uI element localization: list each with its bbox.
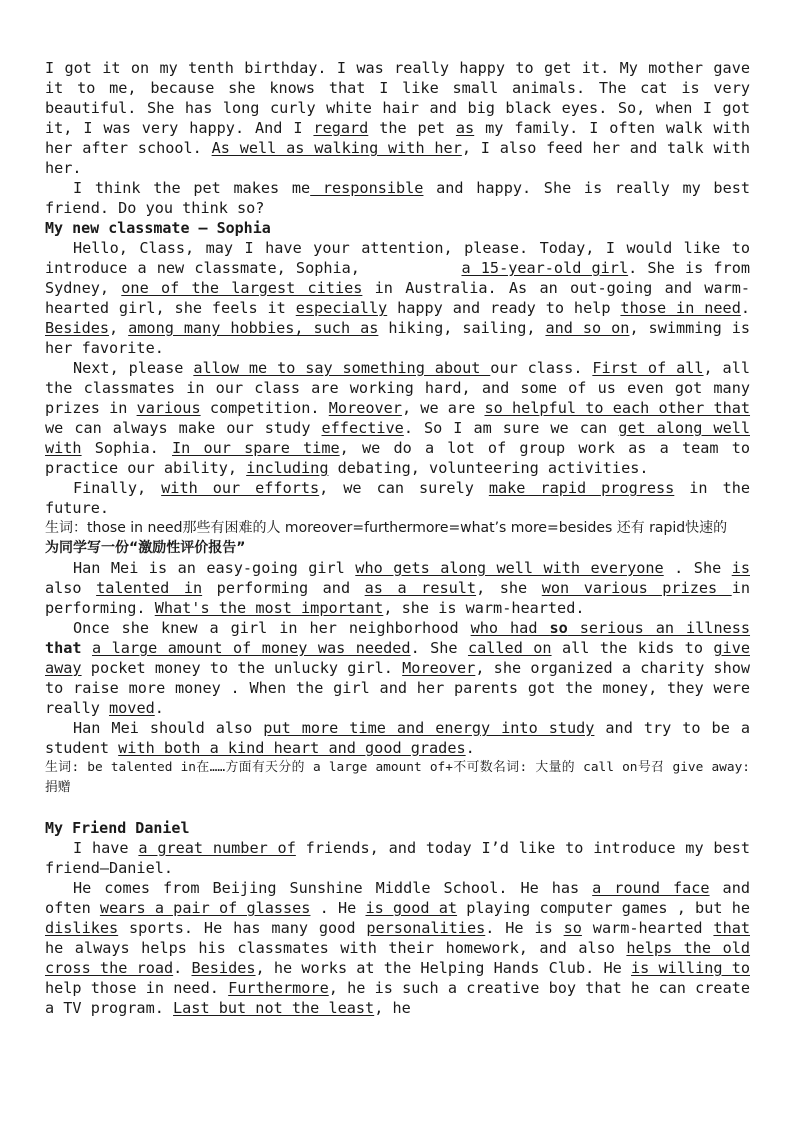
hanmei-title: 为同学写一份“激励性评价报告” [45, 540, 246, 556]
sophia-paragraph-1: Hello, Class, may I have your attention, please. Today, I would like to introduce a new classmate, Sophia, a 15-year-old girl. She is from Sydney, one of the largest cities in Australia. As an out-going and warm-hearted girl, she feels it especially happy and ready to help those in need. Besides, among many hobbies, such as hiking, sailing, and so on, swimming is her favorite. [45, 239, 750, 357]
sophia-title: My new classmate — Sophia [45, 219, 271, 237]
sophia-paragraph-2: Next, please allow me to say something about our class. First of all, all the classmates in our class are working hard, and some of us even got many prizes in various competition. Moreover, we are so helpful to each other that we can always make our study effective. So I am sure we can get along well with Sophia. In our spare time, we do a lot of group work as a team to practice our ability, including debating, volunteering activities. [45, 359, 751, 477]
hanmei-paragraph-1: Han Mei is an easy-going girl who gets along well with everyone . She is also talented in performing and as a result, she won various prizes in performing. What's the most important, she is warm-hearted. [45, 559, 750, 617]
sophia-vocabulary: 生词：those in need那些有困难的人 moreover=furthermore=what’s more=besides 还有 rapid快速的 [45, 520, 728, 536]
hanmei-paragraph-3: Han Mei should also put more time and energy into study and try to be a student with both a kind heart and good grades. [45, 719, 750, 757]
daniel-title: My Friend Daniel [45, 819, 190, 837]
hanmei-paragraph-2: Once she knew a girl in her neighborhood who had so serious an illness that a large amount of money was needed. She called on all the kids to give away pocket money to the unlucky girl. Moreover, she organized a charity show to raise more money . When the girl and her parents got the money, they were really moved. [45, 619, 751, 717]
daniel-paragraph-2: He comes from Beijing Sunshine Middle School. He has a round face and often wears a pair of glasses . He is good at playing computer games , but he dislikes sports. He has many good personalities. He is so warm-hearted that he always helps his classmates with their homework, and also helps the old cross the road. Besides, he works at the Helping Hands Club. He is willing to help those in need. Furthermore, he is such a creative boy that he can create a TV program. Last but not the least, he [45, 879, 751, 1017]
sophia-paragraph-3: Finally, with our efforts, we can surely make rapid progress in the future. [45, 479, 750, 517]
daniel-paragraph-1: I have a great number of friends, and today I’d like to introduce my best friend—Daniel. [45, 839, 750, 877]
pet-paragraph-1: I got it on my tenth birthday. I was really happy to get it. My mother gave it to me, because she knows that I like small animals. The cat is very beautiful. She has long curly white hair and big black eyes. So, when I got it, I was very happy. And I regard the pet as my family. I often walk with her after school. As well as walking with her, I also feed her and talk with her. [45, 59, 750, 177]
hanmei-vocabulary: 生词: be talented in在……方面有天分的 a large amount of+不可数名词: 大量的 call on号召 give away: 捐赠 [45, 760, 750, 795]
pet-paragraph-2: I think the pet makes me responsible and happy. She is really my best friend. Do you think so? [45, 179, 750, 217]
document-page [45, 58, 750, 1018]
